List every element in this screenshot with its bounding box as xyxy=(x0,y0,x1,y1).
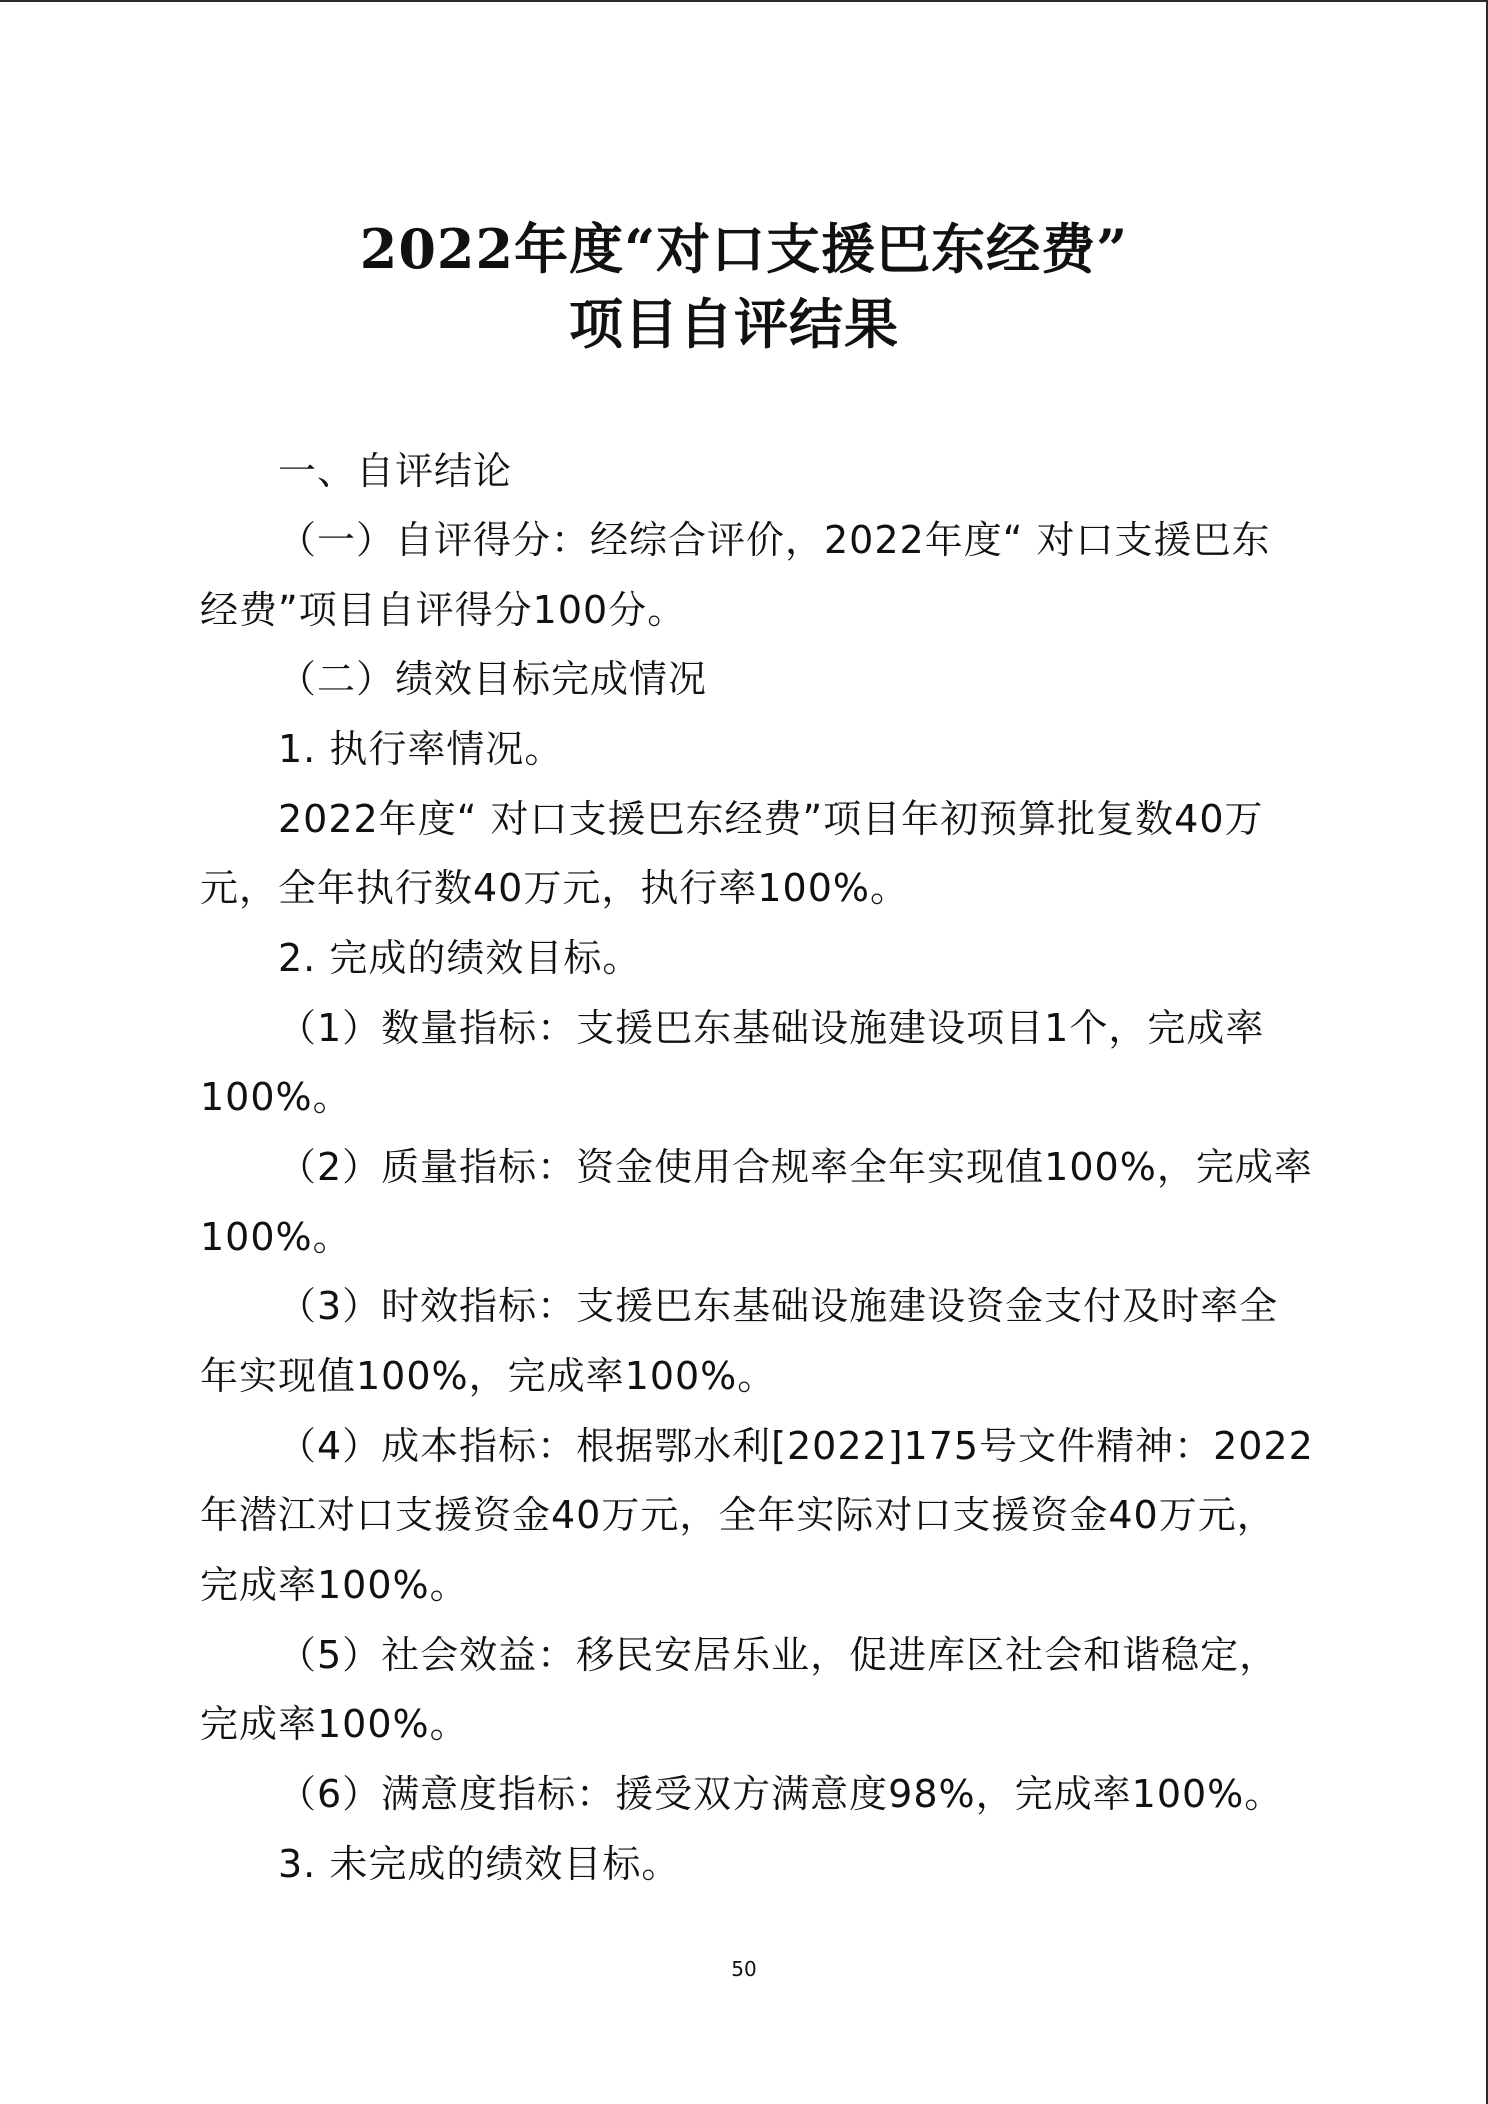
indicator-cost-line-3: 完成率100%。 xyxy=(200,1563,469,1607)
indicator-timeliness-line-1: （3）时效指标：支援巴东基础设施建设资金支付及时率全 xyxy=(278,1284,1279,1328)
indicator-quantity-line-2: 100%。 xyxy=(200,1075,352,1119)
indicator-satisfaction: （6）满意度指标：援受双方满意度98%，完成率100%。 xyxy=(278,1772,1284,1816)
indicator-cost-line-2: 年潜江对口支援资金40万元，全年实际对口支援资金40万元， xyxy=(200,1493,1276,1537)
paragraph-self-score-line-1: （一）自评得分：经综合评价，2022年度“ 对口支援巴东 xyxy=(278,518,1271,562)
section-heading-self-evaluation-conclusion: 一、自评结论 xyxy=(278,449,513,493)
paragraph-execution-rate-line-2: 元，全年执行数40万元，执行率100%。 xyxy=(200,866,909,910)
paragraph-self-score-line-2: 经费”项目自评得分100分。 xyxy=(200,588,687,632)
indicator-cost-line-1: （4）成本指标：根据鄂水利[2022]175号文件精神：2022 xyxy=(278,1424,1314,1468)
indicator-social-benefit-line-2: 完成率100%。 xyxy=(200,1702,469,1746)
indicator-quality-line-1: （2）质量指标：资金使用合规率全年实现值100%，完成率 xyxy=(278,1145,1313,1189)
subsection-heading-performance-goals: （二）绩效目标完成情况 xyxy=(278,657,708,701)
indicator-quality-line-2: 100%。 xyxy=(200,1215,352,1259)
document-title-line-2: 项目自评结果 xyxy=(569,292,899,356)
paragraph-execution-rate-line-1: 2022年度“ 对口支援巴东经费”项目年初预算批复数40万 xyxy=(278,797,1264,841)
item-heading-uncompleted-goals: 3. 未完成的绩效目标。 xyxy=(278,1842,681,1886)
item-heading-execution-rate: 1. 执行率情况。 xyxy=(278,727,564,771)
indicator-timeliness-line-2: 年实现值100%，完成率100%。 xyxy=(200,1354,777,1398)
indicator-social-benefit-line-1: （5）社会效益：移民安居乐业，促进库区社会和谐稳定， xyxy=(278,1633,1279,1677)
item-heading-completed-goals: 2. 完成的绩效目标。 xyxy=(278,936,642,980)
indicator-quantity-line-1: （1）数量指标：支援巴东基础设施建设项目1个，完成率 xyxy=(278,1006,1265,1050)
document-title-line-1: 2022年度“对口支援巴东经费” xyxy=(359,217,1129,281)
page-number: 50 xyxy=(731,1957,757,1981)
